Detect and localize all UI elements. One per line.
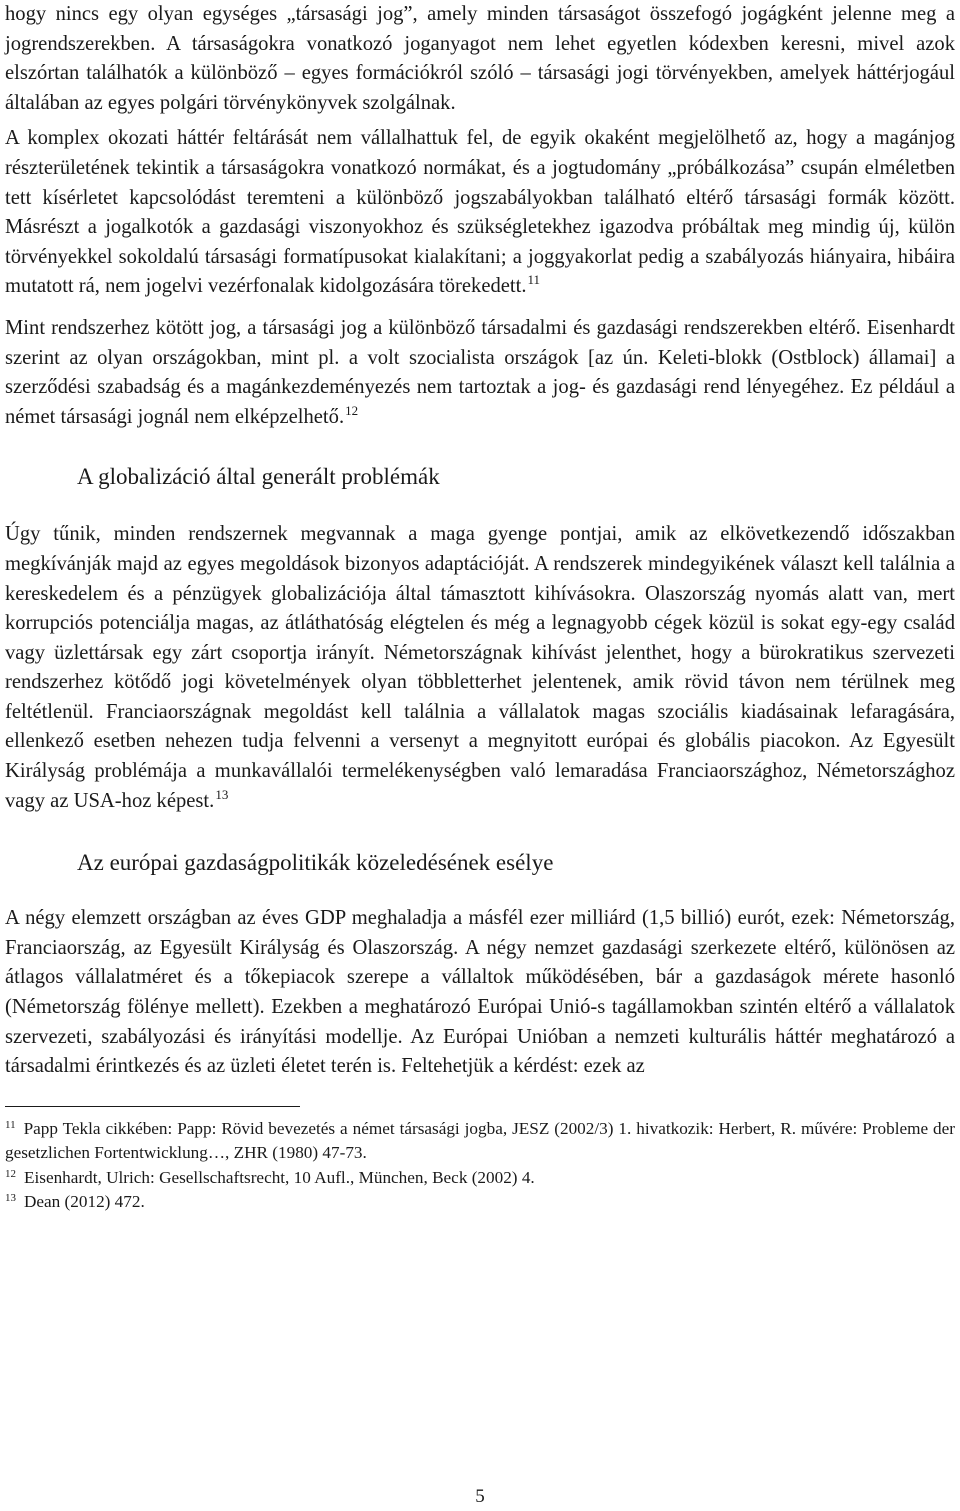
paragraph-weak-points <box>5 520 955 816</box>
footnote-13 <box>5 1190 955 1214</box>
footnote-number: 11 <box>5 1118 16 1131</box>
paragraph-text: A komplex okozati háttér feltárását nem vállalhattuk fel, de egyik okaként megjelölhető az, hogy a magánjog részterületének tekintik a társaságokra vonatkozó normákat, és a jogtudomány „próbálkozása” csupán elméletben tett kísérletet kapcsolódást teremteni a különböző jogszabályokban található eltérő társasági formák között. Másrészt a jogalkotók a gazdasági viszonyokhoz és szükségletekhez igazodva próbáltak meg mindig új, külön törvényekkel sokoldalú társasági formatípusokat kialakítani; a joggyakorlat pedig a szabályozás hiányaira, hibáira mutatott rá, nem jogelvi vezérfonalak kidolgozására törekedett. <box>5 127 955 298</box>
paragraph-text: Mint rendszerhez kötött jog, a társasági jog a különböző társadalmi és gazdasági rendszerekben eltérő. Eisenhardt szerint az olyan országokban, mint pl. a volt szocialista országok [az ún. Keleti-blokk (Ostblock) államai] a szerződési szabadság és a magánkezdeményezés nem tartoztak a jog- és gazdasági rend lényegéhez. Ez például a német társasági jognál nem elképzelhető. <box>5 316 955 428</box>
footnote-text: Eisenhardt, Ulrich: Gesellschaftsrecht, 10 Aufl., München, Beck (2002) 4. <box>24 1167 535 1187</box>
document-page <box>5 0 955 1214</box>
footnote-11 <box>5 1117 955 1166</box>
footnote-number: 12 <box>5 1167 16 1180</box>
footnote-ref-11[interactable]: 11 <box>527 272 541 288</box>
footnote-text: Papp Tekla cikkében: Papp: Rövid bevezetés a német társasági jogba, JESZ (2002/3) 1. hivatkozik: Herbert, R. művére: Probleme der gesetzlichen Fortentwicklung…, ZHR (1980) 47-73. <box>5 1118 955 1163</box>
paragraph-text: A négy elemzett országban az éves GDP meghaladja a másfél ezer milliárd (1,5 billió) eurót, ezek: Németország, Franciaország, az Egyesült Királyság és Olaszország. A négy nemzet gazdasági szerkezete eltérő, különösen az átlagos vállalatméret és a tőkepiacok szerepe a vállaltok működésében, bár a gazdaságok mérete hasonló (Németország fölénye mellett). Ezekben a meghatározó Európai Unió-s tagállamokban szintén eltérő a vállalatok szervezeti, szabályozási és irányítási modellje. Az Európai Unióban a nemzeti kulturális háttér meghatározó a társadalmi érintkezés és az üzleti életet terén is. Feltehetjük a kérdést: ezek az <box>5 907 955 1078</box>
paragraph-company-law-intro <box>5 0 955 118</box>
footnotes <box>5 1117 955 1215</box>
footnote-ref-12[interactable]: 12 <box>345 402 359 418</box>
paragraph-causal-background <box>5 124 955 302</box>
section-heading-convergence: Az európai gazdaságpolitikák közeledésének esélye <box>77 850 554 876</box>
section-heading-globalization: A globalizáció által generált problémák <box>77 464 440 490</box>
paragraph-four-countries <box>5 904 955 1082</box>
paragraph-system-bound-law <box>5 314 955 432</box>
paragraph-text: hogy nincs egy olyan egységes „társasági jog”, amely minden társaságot összefogó jogágként jelenne meg a jogrendszerekben. A társaságokra vonatkozó joganyagot nem lehet egyetlen kódexben keresni, mivel azok elszórtan találhatók a különböző – egyes formációkról szóló – társasági jogi törvényekben, amelyek háttérjogául általában az egyes polgári törvénykönyvek szolgálnak. <box>5 3 955 114</box>
footnote-number: 13 <box>5 1191 16 1204</box>
page-number: 5 <box>475 1486 485 1507</box>
paragraph-text: Úgy tűnik, minden rendszernek megvannak a maga gyenge pontjai, amik az elkövetkezendő időszakban megkívánják majd az egyes megoldások bizonyos adaptációját. A rendszerek mindegyikének választ kell találnia a kereskedelem és a pénzügyek globalizációja által támasztott kihívásokra. Olaszország nyomás alatt van, mert korrupciós potenciálja magas, az átláthatóság elégtelen és még a legnagyobb cégek közül is sokat egy-egy család vagy üzlettársak egy zárt csoportja irányít. Németországnak kihívást jelenthet, hogy a bürokratikus szervezeti rendszerhez kötődő jogi követelmények olyan többletterhet jelentenek, amik rövid távon nem térülnek meg feltétlenül. Franciaországnak megoldást kell találnia a vállalatok magas szociális kiadásainak lefaragására, ellenkező esetben nehezen tudja felvenni a versenyt a megnyitott európai és globális piacokon. Az Egyesült Királyság problémája a munkavállalói termelékenységben való lemaradása Franciaországhoz, Németországhoz vagy az USA-hoz képest. <box>5 523 955 812</box>
footnote-12 <box>5 1166 955 1190</box>
footnote-ref-13[interactable]: 13 <box>215 786 229 802</box>
footnote-text: Dean (2012) 472. <box>24 1192 145 1212</box>
footnote-separator <box>5 1106 300 1107</box>
